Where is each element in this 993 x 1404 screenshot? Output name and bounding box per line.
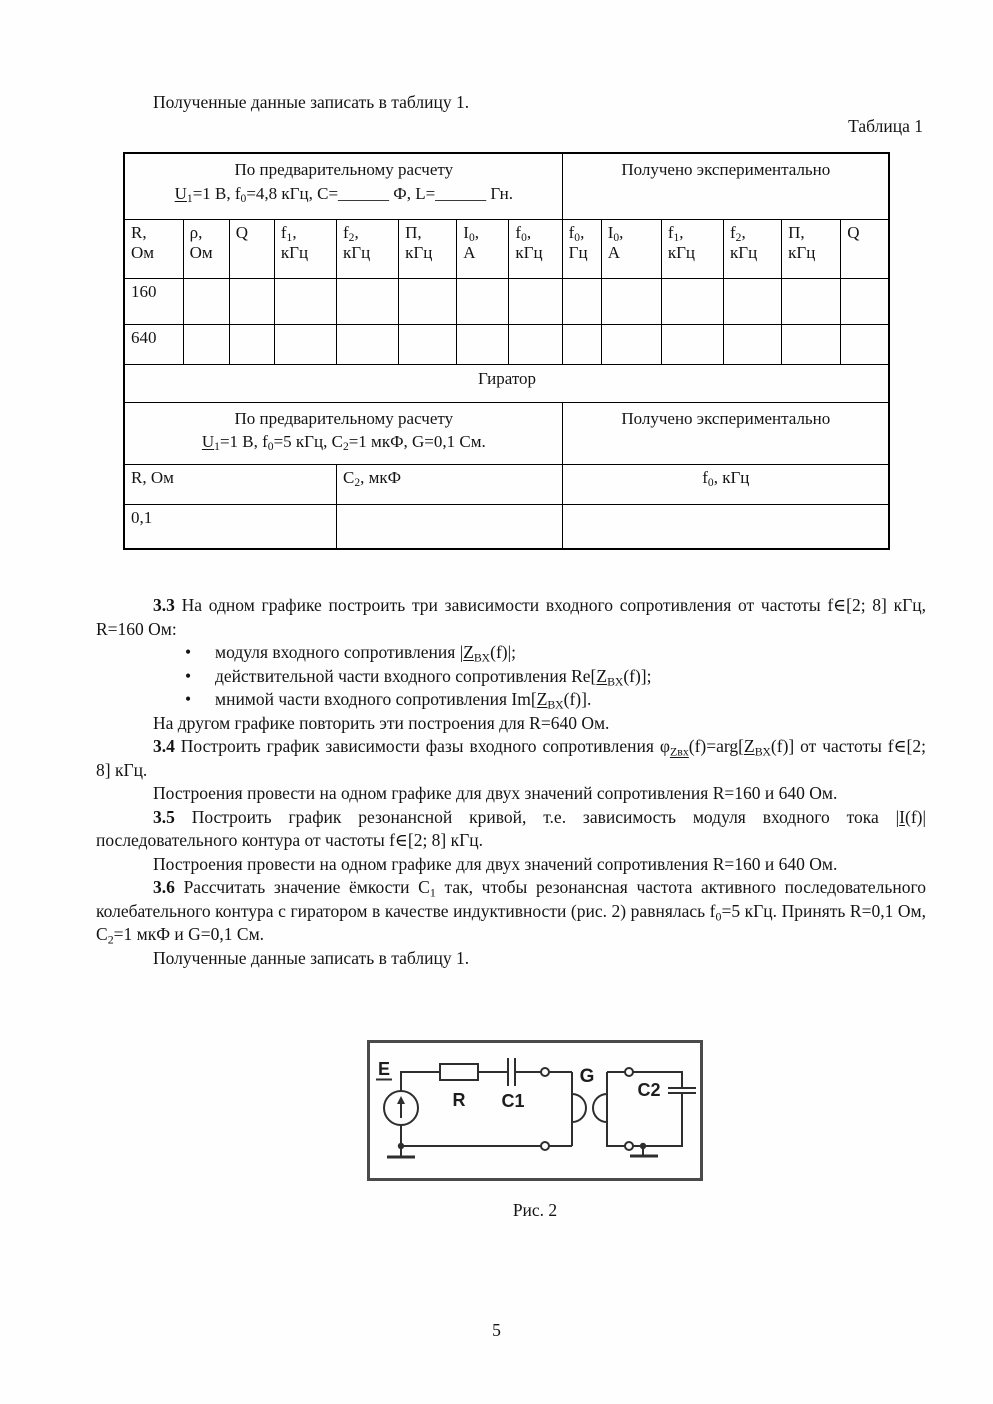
list-item-text: мнимой части входного сопротивления $Im[Z_{ВХ}(f)]$. xyxy=(215,689,592,712)
page-number: 5 xyxy=(492,1320,501,1340)
gyr-column-header: $f_0$, кГц xyxy=(562,464,889,504)
wire xyxy=(401,1072,440,1091)
table-cell xyxy=(337,504,563,549)
table-cell xyxy=(274,278,336,324)
calc-title: По предварительному расчету xyxy=(234,160,454,179)
table-cell xyxy=(457,278,509,324)
section-3-6-tail: Полученные данные записать в таблицу 1. xyxy=(153,947,470,968)
gyr-column-header: R, Ом xyxy=(124,464,337,504)
table-cell xyxy=(562,504,889,549)
section-3-3-tail: На другом графике повторить эти построения для R=640 Ом. xyxy=(153,712,610,733)
gyr-value-cell: 0,1 xyxy=(124,504,337,549)
column-header: П, кГц xyxy=(782,219,841,278)
table-cell xyxy=(661,278,723,324)
table-cell xyxy=(183,278,229,324)
gyrator-icon xyxy=(572,1094,586,1122)
column-header: $f_1$, кГц xyxy=(661,219,723,278)
column-header: $f_1$, кГц xyxy=(274,219,336,278)
table-cell xyxy=(782,278,841,324)
gyrator-header-row xyxy=(124,402,889,464)
table-cell xyxy=(457,324,509,364)
gyr-exp-header-cell xyxy=(562,402,889,464)
gyrator-columns-row xyxy=(124,464,889,504)
table-cell xyxy=(841,278,889,324)
terminal-icon xyxy=(541,1068,549,1076)
bullet-marker: • xyxy=(185,689,192,709)
gyr-calc-params: $U_1=1$ В, $f_0=5$ кГц, $С_2=1$ мкФ, G=0,1 См. xyxy=(201,432,486,454)
table-cell xyxy=(399,278,457,324)
terminal-icon xyxy=(541,1142,549,1150)
column-header: $I_0$, А xyxy=(601,219,661,278)
table-cell xyxy=(509,324,562,364)
source-label: E xyxy=(377,1059,391,1079)
resistor-label: R xyxy=(452,1090,466,1110)
gyrator-icon xyxy=(593,1094,607,1122)
column-header: $f_0$, кГц xyxy=(509,219,562,278)
body-text xyxy=(96,594,926,970)
column-header: R, Ом xyxy=(124,219,183,278)
table-1 xyxy=(123,152,890,550)
gyr-column-header: $С_2$, мкФ xyxy=(337,464,563,504)
table-cell xyxy=(274,324,336,364)
terminal-icon xyxy=(625,1068,633,1076)
table-cell xyxy=(399,324,457,364)
section-3-4: 3.4 Построить график зависимости фазы входного сопротивления $\varphi_{Zвх}(f)=arg[Z_{ВХ}(f)]$ от частоты f∈[2; 8] кГц. xyxy=(96,736,926,780)
column-header: $f_2$, кГц xyxy=(723,219,781,278)
table-cell xyxy=(337,324,399,364)
section-3-4-tail: Построения провести на одном графике для двух значений сопротивления R=160 и 640 Ом. xyxy=(153,783,838,803)
table-header-row xyxy=(124,153,889,219)
exp-title: Получено экспериментально xyxy=(621,160,831,179)
list-item xyxy=(96,688,926,712)
table-cell xyxy=(229,278,274,324)
section-3-5: 3.5 Построить график резонансной кривой, т.е. зависимость модуля входного тока |I(f)| последовательного контура от частоты f∈[2; 8] кГц. xyxy=(96,806,926,850)
table-cell xyxy=(723,278,781,324)
table-row xyxy=(124,278,889,324)
list-item xyxy=(96,641,926,665)
capacitor-c1-label: C1 xyxy=(501,1091,525,1111)
bullet-marker: • xyxy=(185,642,192,662)
table-cell xyxy=(782,324,841,364)
gyrator-band-cell: Гиратор xyxy=(124,364,889,402)
bullet-list xyxy=(96,641,926,712)
table-cell xyxy=(661,324,723,364)
gyr-calc-title: По предварительному расчету xyxy=(234,408,454,428)
intro-line: Полученные данные записать в таблицу 1. xyxy=(153,92,470,112)
gyrator-label: G xyxy=(579,1066,595,1087)
table-cell xyxy=(601,278,661,324)
column-header: Q xyxy=(229,219,274,278)
column-header: Q xyxy=(841,219,889,278)
calc-header-cell xyxy=(124,153,562,219)
list-item-text: модуля входного сопротивления $|Z_{ВХ}(f)|$; xyxy=(215,642,516,665)
table-cell xyxy=(562,278,601,324)
figure-caption: Рис. 2 xyxy=(512,1200,558,1220)
gyr-exp-title: Получено экспериментально xyxy=(621,408,831,428)
table-cell xyxy=(337,278,399,324)
table-cell xyxy=(841,324,889,364)
capacitor-c2-label: C2 xyxy=(637,1080,661,1100)
wire xyxy=(401,1125,541,1146)
section-3-3: 3.3 На одном графике построить три зависимости входного сопротивления от частоты f∈[2; 8] кГц, R=160 Ом: xyxy=(96,595,926,639)
column-header-row xyxy=(124,219,889,278)
section-3-6: 3.6 Рассчитать значение ёмкости $С_1$ так, чтобы резонансная частота активного последовательного колебательного контура с гиратором в качестве индуктивности (рис. 2) равнялась $f_0=5$ кГц. Принять R=0,1 Ом, $С_2=1$ мкФ и G=0,1 См. xyxy=(96,877,926,947)
exp-header-cell xyxy=(562,153,889,219)
gyrator-band-row xyxy=(124,364,889,402)
table-cell xyxy=(601,324,661,364)
gyrator-data-row xyxy=(124,504,889,549)
column-header: $f_2$, кГц xyxy=(337,219,399,278)
column-header: ρ, Ом xyxy=(183,219,229,278)
column-header: $f_0$, Гц xyxy=(562,219,601,278)
circuit-diagram xyxy=(367,1040,703,1181)
gyr-calc-header-cell xyxy=(124,402,562,464)
table-cell xyxy=(183,324,229,364)
figure-2-circuit xyxy=(367,1040,703,1181)
section-3-5-tail: Построения провести на одном графике для двух значений сопротивления R=160 и 640 Ом. xyxy=(153,853,838,874)
junction-dot xyxy=(398,1143,404,1149)
column-header: $I_0$, А xyxy=(457,219,509,278)
list-item-text: действительной части входного сопротивления $Re[Z_{ВХ}(f)]$; xyxy=(215,665,652,688)
column-header: П, кГц xyxy=(399,219,457,278)
table-cell xyxy=(562,324,601,364)
row-value-cell: 160 xyxy=(124,278,183,324)
table-caption: Таблица 1 xyxy=(848,116,923,136)
list-item xyxy=(96,665,926,689)
table-cell xyxy=(509,278,562,324)
table-cell xyxy=(723,324,781,364)
bullet-marker: • xyxy=(185,665,192,686)
table-cell xyxy=(229,324,274,364)
row-value-cell: 640 xyxy=(124,324,183,364)
resistor-icon xyxy=(440,1064,478,1080)
calc-params: $U_1=1$ В, $f_0=4,8$ кГц, С=______ Ф, L=______ Гн. xyxy=(174,183,513,205)
terminal-icon xyxy=(625,1142,633,1150)
table-row xyxy=(124,324,889,364)
